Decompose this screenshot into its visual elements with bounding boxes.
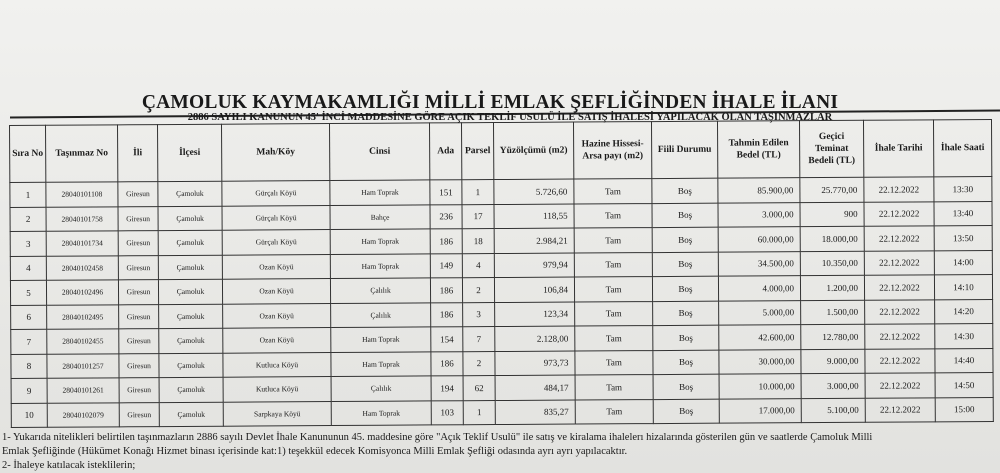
cell-tasinmaz: 28040101758	[46, 206, 118, 231]
cell-no: 8	[11, 354, 47, 379]
header-cell: Cinsi	[329, 123, 429, 181]
cell-ilce: Çamoluk	[159, 328, 223, 353]
cell-hisse: Tam	[574, 277, 652, 302]
header-cell: Ada	[429, 123, 461, 180]
cell-durum: Boş	[652, 252, 718, 277]
cell-teminat: 900	[800, 202, 864, 227]
cell-teminat: 9.000,00	[801, 349, 865, 374]
cell-hisse: Tam	[575, 375, 653, 400]
cell-bedel: 17.000,00	[719, 398, 801, 423]
cell-yuz: 484,17	[495, 375, 575, 400]
cell-no: 9	[11, 378, 47, 403]
header-cell: İhale Saati	[933, 119, 991, 176]
cell-tarih: 22.12.2022	[865, 348, 935, 373]
cell-durum: Boş	[652, 203, 718, 228]
cell-teminat: 1.200,00	[800, 275, 864, 300]
cell-durum: Boş	[653, 301, 719, 326]
cell-no: 6	[11, 305, 47, 330]
cell-no: 2	[10, 207, 46, 232]
cell-bedel: 42.600,00	[719, 325, 801, 350]
header-cell: Yüzölçümü (m2)	[493, 122, 573, 179]
cell-ilce: Çamoluk	[158, 181, 222, 206]
cell-ilce: Çamoluk	[158, 279, 222, 304]
cell-cins: Ham Toprak	[331, 400, 431, 425]
cell-tarih: 22.12.2022	[864, 275, 934, 300]
cell-cins: Ham Toprak	[331, 327, 431, 352]
cell-durum: Boş	[652, 227, 718, 252]
cell-teminat: 12.780,00	[801, 324, 865, 349]
header-cell: İlçesi	[158, 124, 222, 181]
cell-il: Giresun	[118, 231, 158, 256]
cell-no: 7	[11, 329, 47, 354]
cell-il: Giresun	[119, 402, 159, 427]
cell-ilce: Çamoluk	[158, 255, 222, 280]
cell-il: Giresun	[118, 182, 158, 207]
cell-tarih: 22.12.2022	[864, 250, 934, 275]
cell-tarih: 22.12.2022	[864, 177, 934, 202]
cell-bedel: 10.000,00	[719, 374, 801, 399]
cell-il: Giresun	[118, 206, 158, 231]
footnote-line-3: 2- İhaleye katılacak isteklilerin;	[2, 460, 136, 471]
cell-tasinmaz: 28040101108	[46, 182, 118, 207]
cell-koy: Ozan Köyü	[223, 303, 331, 328]
cell-ada: 154	[431, 327, 463, 352]
cell-ilce: Çamoluk	[159, 353, 223, 378]
cell-tasinmaz: 28040101261	[47, 378, 119, 403]
header-cell: Parsel	[461, 123, 493, 180]
cell-tasinmaz: 28040102496	[46, 280, 118, 305]
cell-hisse: Tam	[574, 179, 652, 204]
cell-durum: Boş	[653, 325, 719, 350]
header-cell: Taşınmaz No	[46, 125, 118, 182]
cell-koy: Gürçalı Köyü	[222, 230, 330, 255]
header-cell: Geçici Teminat Bedeli (TL)	[799, 120, 863, 177]
cell-parsel: 2	[462, 278, 494, 303]
cell-il: Giresun	[118, 280, 158, 305]
cell-koy: Ozan Köyü	[222, 279, 330, 304]
cell-parsel: 4	[462, 253, 494, 278]
cell-il: Giresun	[119, 304, 159, 329]
cell-durum: Boş	[653, 399, 719, 424]
cell-ada: 186	[430, 278, 462, 303]
cell-saat: 14:00	[934, 250, 992, 275]
cell-ilce: Çamoluk	[159, 402, 223, 427]
cell-bedel: 85.900,00	[718, 178, 800, 203]
cell-saat: 13:50	[934, 225, 992, 250]
cell-parsel: 3	[463, 302, 495, 327]
cell-hisse: Tam	[575, 350, 653, 375]
cell-tasinmaz: 28040102458	[46, 255, 118, 280]
cell-koy: Kutluca Köyü	[223, 352, 331, 377]
cell-yuz: 2.128,00	[495, 326, 575, 351]
cell-yuz: 118,55	[494, 204, 574, 229]
cell-parsel: 18	[462, 229, 494, 254]
cell-cins: Ham Toprak	[330, 180, 430, 205]
cell-ada: 151	[430, 180, 462, 205]
cell-durum: Boş	[652, 178, 718, 203]
footnote-line-1: 1- Yukarıda nitelikleri belirtilen taşınmazların 2886 sayılı Devlet İhale Kanununun 45. maddesine göre "Açık Teklif Usulü" ile satış ve kiralama ihalelerı hizalarında gösterilen gün ve saatlerde Çamoluk Milli	[2, 432, 873, 443]
cell-ada: 149	[430, 253, 462, 278]
cell-koy: Ozan Köyü	[223, 328, 331, 353]
cell-cins: Çalılık	[331, 302, 431, 327]
cell-ada: 236	[430, 204, 462, 229]
cell-saat: 14:30	[935, 323, 993, 348]
cell-ilce: Çamoluk	[158, 206, 222, 231]
cell-parsel: 17	[462, 204, 494, 229]
cell-yuz: 979,94	[494, 253, 574, 278]
cell-hisse: Tam	[574, 252, 652, 277]
cell-yuz: 5.726,60	[494, 179, 574, 204]
cell-saat: 14:50	[935, 372, 993, 397]
cell-parsel: 1	[462, 180, 494, 205]
cell-parsel: 2	[463, 351, 495, 376]
cell-tasinmaz: 28040102495	[47, 304, 119, 329]
cell-teminat: 5.100,00	[801, 398, 865, 423]
cell-tarih: 22.12.2022	[864, 226, 934, 251]
cell-teminat: 1.500,00	[801, 300, 865, 325]
cell-tarih: 22.12.2022	[865, 373, 935, 398]
cell-hisse: Tam	[575, 399, 653, 424]
header-cell: Hazine Hissesi-Arsa payı (m2)	[573, 122, 651, 179]
cell-bedel: 3.000,00	[718, 202, 800, 227]
cell-tarih: 22.12.2022	[865, 299, 935, 324]
cell-ilce: Çamoluk	[159, 304, 223, 329]
cell-no: 3	[10, 231, 46, 256]
cell-no: 4	[10, 256, 46, 281]
cell-il: Giresun	[119, 329, 159, 354]
header-cell: Fiili Durumu	[651, 121, 717, 178]
cell-saat: 14:10	[934, 274, 992, 299]
cell-il: Giresun	[119, 378, 159, 403]
cell-ilce: Çamoluk	[158, 230, 222, 255]
cell-durum: Boş	[653, 350, 719, 375]
cell-bedel: 34.500,00	[718, 251, 800, 276]
cell-cins: Çalılık	[330, 278, 430, 303]
cell-yuz: 973,73	[495, 351, 575, 376]
property-table	[9, 119, 994, 428]
cell-ada: 186	[430, 229, 462, 254]
cell-saat: 14:20	[935, 299, 993, 324]
cell-saat: 15:00	[935, 397, 993, 422]
cell-koy: Kutluca Köyü	[223, 377, 331, 402]
cell-teminat: 25.770,00	[800, 177, 864, 202]
cell-saat: 13:40	[934, 201, 992, 226]
header-cell: İli	[118, 125, 158, 182]
cell-durum: Boş	[653, 374, 719, 399]
cell-yuz: 2.984,21	[494, 228, 574, 253]
cell-parsel: 62	[463, 376, 495, 401]
cell-tarih: 22.12.2022	[865, 324, 935, 349]
cell-yuz: 123,34	[495, 302, 575, 327]
cell-bedel: 4.000,00	[718, 276, 800, 301]
cell-ada: 194	[431, 376, 463, 401]
cell-koy: Ozan Köyü	[222, 254, 330, 279]
cell-no: 1	[10, 182, 46, 207]
table-row	[11, 397, 993, 427]
cell-hisse: Tam	[574, 228, 652, 253]
header-cell: Tahmin Edilen Bedel (TL)	[717, 121, 799, 178]
cell-cins: Ham Toprak	[330, 229, 430, 254]
cell-hisse: Tam	[575, 326, 653, 351]
cell-parsel: 1	[463, 400, 495, 425]
cell-tasinmaz: 28040101257	[47, 353, 119, 378]
cell-cins: Ham Toprak	[331, 351, 431, 376]
cell-ada: 186	[431, 302, 463, 327]
cell-koy: Gürçalı Köyü	[222, 205, 330, 230]
cell-no: 10	[11, 403, 47, 428]
cell-teminat: 10.350,00	[800, 251, 864, 276]
cell-tarih: 22.12.2022	[864, 201, 934, 226]
cell-hisse: Tam	[574, 203, 652, 228]
cell-bedel: 30.000,00	[719, 349, 801, 374]
cell-cins: Bahçe	[330, 204, 430, 229]
cell-yuz: 835,27	[495, 400, 575, 425]
cell-no: 5	[10, 280, 46, 305]
cell-saat: 14:40	[935, 348, 993, 373]
document-title: ÇAMOLUK KAYMAKAMLIĞI MİLLİ EMLAK ŞEFLİĞİNDEN İHALE İLANI	[141, 92, 839, 113]
cell-il: Giresun	[118, 255, 158, 280]
cell-bedel: 60.000,00	[718, 227, 800, 252]
cell-ilce: Çamoluk	[159, 377, 223, 402]
header-cell: Sıra No	[10, 125, 46, 182]
cell-il: Giresun	[119, 353, 159, 378]
cell-yuz: 106,84	[494, 277, 574, 302]
cell-tasinmaz: 28040102455	[47, 329, 119, 354]
header-cell: İhale Tarihi	[863, 120, 933, 177]
cell-tarih: 22.12.2022	[865, 397, 935, 422]
cell-koy: Gürçalı Köyü	[222, 181, 330, 206]
table-header-row	[10, 119, 992, 182]
cell-tasinmaz: 28040102079	[47, 402, 119, 427]
footnote-line-2: Emlak Şefliğinde (Hükümet Konağı Hizmet binası içerisinde kat:1) teşekkül edecek Komisyonca Milli Emlak Şefliği odasında ayrı ayrı yapılacaktır.	[2, 446, 628, 457]
cell-bedel: 5.000,00	[719, 300, 801, 325]
cell-teminat: 18.000,00	[800, 226, 864, 251]
document-subtitle: 2886 SAYILI KANUNUN 45' İNCİ MADDESİNE GÖRE AÇIK TEKLİF USULÜ İLE SATIŞ İHALESİ YAPILACAK OLAN TAŞINMAZLAR	[187, 112, 833, 123]
header-cell: Mah/Köy	[221, 124, 329, 182]
cell-ada: 186	[431, 351, 463, 376]
cell-cins: Ham Toprak	[330, 253, 430, 278]
cell-koy: Sarpkaya Köyü	[223, 401, 331, 426]
cell-ada: 103	[431, 400, 463, 425]
cell-tasinmaz: 28040101734	[46, 231, 118, 256]
cell-durum: Boş	[652, 276, 718, 301]
cell-hisse: Tam	[575, 301, 653, 326]
cell-cins: Çalılık	[331, 376, 431, 401]
cell-parsel: 7	[463, 327, 495, 352]
cell-saat: 13:30	[934, 176, 992, 201]
cell-teminat: 3.000,00	[801, 373, 865, 398]
